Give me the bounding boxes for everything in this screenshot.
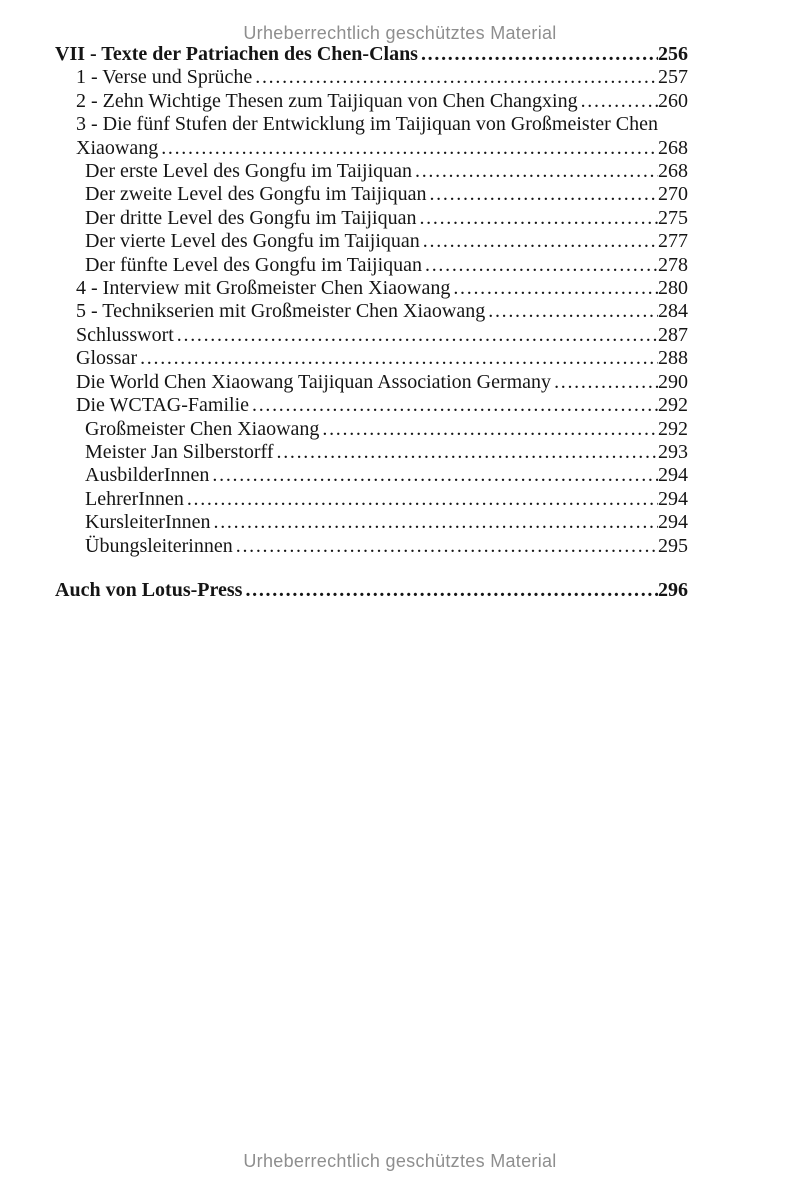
toc-leader-dots <box>488 300 658 323</box>
toc-entry <box>55 324 688 347</box>
toc-entry-page: 278 <box>658 253 688 276</box>
toc-entry-label: 2 - Zehn Wichtige Thesen zum Taijiquan von Chen Changxing <box>76 89 578 112</box>
toc-leader-dots <box>236 535 658 558</box>
toc-entry <box>55 207 688 230</box>
toc-entry <box>55 488 688 511</box>
toc-entry-page: 294 <box>658 464 688 487</box>
toc-leader-dots <box>322 418 658 441</box>
toc-entry-page: 292 <box>658 417 688 440</box>
toc-entry-page: 288 <box>658 347 688 370</box>
toc-entry-label: Auch von Lotus-Press <box>55 578 243 601</box>
toc-entry <box>55 230 688 253</box>
toc-entry-label: 1 - Verse und Sprüche <box>76 66 253 89</box>
toc-entry-label: Meister Jan Silberstorff <box>85 440 274 463</box>
toc-entry-page: 292 <box>658 394 688 417</box>
toc-leader-dots <box>419 207 658 230</box>
toc-entry <box>55 535 688 558</box>
toc-entry <box>55 90 688 113</box>
toc-leader-dots <box>212 464 658 487</box>
toc-leader-dots <box>214 511 658 534</box>
toc-entry-label: AusbilderInnen <box>85 464 210 487</box>
toc-entry <box>55 464 688 487</box>
toc-entry-label: 4 - Interview mit Großmeister Chen Xiaowang <box>76 277 451 300</box>
toc-entry <box>55 183 688 206</box>
toc-leader-dots <box>277 441 659 464</box>
toc-entry-label: 3 - Die fünf Stufen der Entwicklung im Taijiquan von Großmeister Chen <box>76 113 659 136</box>
toc-entry <box>55 113 688 136</box>
toc-leader-dots <box>140 347 658 370</box>
toc-leader-dots <box>252 394 658 417</box>
toc-entry-page: 268 <box>658 136 688 159</box>
toc-entry <box>55 511 688 534</box>
toc-entry-label: 5 - Technikserien mit Großmeister Chen Xiaowang <box>76 300 486 323</box>
toc-entry <box>55 43 688 66</box>
toc-entry-label: Übungsleiterinnen <box>85 534 233 557</box>
toc-entry <box>55 394 688 417</box>
toc-entry-label: Schlusswort <box>76 323 174 346</box>
toc-entry-label: Die WCTAG-Familie <box>76 394 249 417</box>
toc-entry-label: Der fünfte Level des Gongfu im Taijiquan <box>85 253 423 276</box>
toc-entry-page: 294 <box>658 487 688 510</box>
toc-entry <box>55 347 688 370</box>
toc-entry-page: 256 <box>658 43 688 65</box>
toc-entry-page: 275 <box>658 206 688 229</box>
toc-entry-page: 260 <box>658 89 688 112</box>
toc-entry-label: Die World Chen Xiaowang Taijiquan Association Germany <box>76 370 552 393</box>
toc-entry-label: Der erste Level des Gongfu im Taijiquan <box>85 160 413 183</box>
toc-entry-page: 284 <box>658 300 688 323</box>
toc-entry-page: 293 <box>658 440 688 463</box>
toc-leader-dots <box>245 579 658 602</box>
toc-entry-page: 280 <box>658 277 688 300</box>
toc-entry-page: 296 <box>658 578 688 601</box>
toc-entry-label: KursleiterInnen <box>85 511 211 534</box>
toc-entry-label: Xiaowang <box>76 136 159 159</box>
toc-entry <box>55 579 688 602</box>
toc-entry <box>55 66 688 89</box>
toc-entry-label: VII - Texte der Patriachen des Chen-Clans <box>55 43 418 65</box>
toc-entry-page: 257 <box>658 66 688 89</box>
toc-entry-page: 295 <box>658 534 688 557</box>
toc-leader-dots <box>425 254 658 277</box>
toc-entry-label: Der zweite Level des Gongfu im Taijiquan <box>85 183 427 206</box>
copyright-notice-bottom: Urheberrechtlich geschütztes Material <box>243 1151 557 1171</box>
toc-entry-page: 290 <box>658 370 688 393</box>
toc-leader-dots <box>453 277 658 300</box>
toc-leader-dots <box>423 230 658 253</box>
toc-leader-dots <box>187 488 658 511</box>
toc-entry-page: 270 <box>658 183 688 206</box>
toc-leader-dots <box>581 90 658 113</box>
toc-entry-label: Der dritte Level des Gongfu im Taijiquan <box>85 206 417 229</box>
toc-leader-dots <box>429 183 658 206</box>
toc-entry <box>55 137 688 160</box>
toc-entry-page: 277 <box>658 230 688 253</box>
toc-entry-label: Großmeister Chen Xiaowang <box>85 417 320 440</box>
toc-entry-page: 268 <box>658 160 688 183</box>
toc-leader-dots <box>421 43 658 66</box>
toc-entry <box>55 160 688 183</box>
toc-leader-dots <box>177 324 658 347</box>
toc-entry-label: LehrerInnen <box>85 487 184 510</box>
toc-entry <box>55 254 688 277</box>
toc-entry <box>55 300 688 323</box>
toc-entry <box>55 441 688 464</box>
toc-entry <box>55 277 688 300</box>
toc-entry-label: Glossar <box>76 347 138 370</box>
toc-entry-label: Der vierte Level des Gongfu im Taijiquan <box>85 230 420 253</box>
copyright-notice-top: Urheberrechtlich geschütztes Material <box>243 23 557 43</box>
table-of-contents <box>55 43 688 602</box>
toc-leader-dots <box>415 160 658 183</box>
toc-entry <box>55 371 688 394</box>
toc-entry-page: 294 <box>658 511 688 534</box>
toc-entry-page: 287 <box>658 323 688 346</box>
toc-leader-dots <box>161 137 658 160</box>
toc-entry <box>55 418 688 441</box>
toc-leader-dots <box>554 371 658 394</box>
toc-leader-dots <box>255 66 658 89</box>
